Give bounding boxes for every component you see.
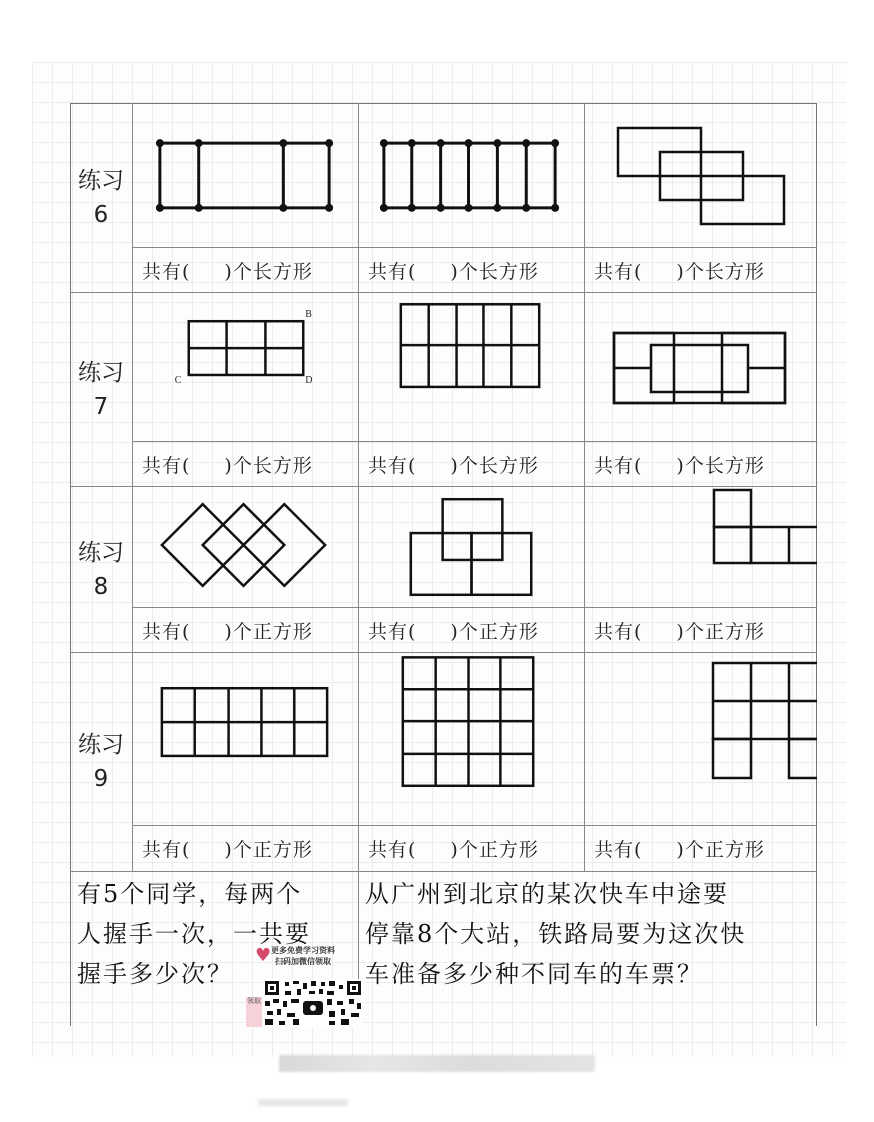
square-grid-figure [133, 653, 358, 823]
square-grid-figure [585, 487, 817, 609]
exercise-cell [585, 103, 817, 292]
promo-text: 更多免费学习资料 扫码加微信领取 [271, 946, 335, 966]
answer-caption: 共有( )个正方形 [585, 607, 817, 652]
answer-caption: 共有( )个正方形 [359, 825, 584, 871]
answer-caption: 共有( )个正方形 [585, 825, 817, 871]
rectangle-figure [359, 103, 584, 243]
overlapping-rectangles-figure [585, 103, 817, 243]
handshake-question: 有5个同学，每两个 人握手一次，一共要 握手多少次？ [72, 872, 359, 1026]
exercise-label: 练习 9 [70, 653, 133, 871]
point-label-b: B [305, 309, 312, 321]
exercise-cell [133, 103, 359, 292]
blurred-footer-text [258, 1099, 348, 1106]
composite-rectangle-figure [585, 293, 817, 443]
promo-qr-block[interactable] [243, 945, 365, 1027]
exercise-label: 练习 8 [70, 487, 133, 652]
rectangle-figure [133, 103, 358, 243]
answer-caption: 共有( )个长方形 [585, 247, 817, 292]
answer-caption: 共有( )个长方形 [133, 441, 358, 486]
blurred-footer-text [279, 1055, 595, 1072]
exercise-cell [585, 653, 817, 871]
exercise-label: 练习 7 [70, 293, 133, 486]
point-label-c: C [174, 374, 182, 386]
diamond-squares-figure [133, 487, 358, 609]
train-ticket-question: 从广州到北京的某次快车中途要 停靠8个大站，铁路局要为这次快 车准备多少种不同车的车票？ [365, 880, 747, 988]
exercise-cell [585, 293, 817, 486]
qr-code-icon[interactable] [263, 979, 363, 1027]
grid-rectangle-figure [133, 293, 358, 443]
exercise-cell [359, 487, 585, 652]
exercise-row-8 [70, 487, 817, 653]
exercise-cell [585, 487, 817, 652]
exercise-cell [133, 293, 359, 486]
answer-caption: 共有( )个正方形 [133, 607, 358, 652]
square-grid-figure [585, 653, 817, 823]
exercise-cell [133, 653, 359, 871]
answer-caption: 共有( )个长方形 [133, 247, 358, 292]
exercise-row-6 [70, 103, 817, 293]
exercise-label: 练习 6 [70, 103, 133, 292]
grid-rectangle-figure [359, 293, 584, 443]
point-label-d: D [305, 374, 313, 386]
answer-caption: 共有( )个正方形 [133, 825, 358, 871]
answer-caption: 共有( )个长方形 [585, 441, 817, 486]
exercise-row-9 [70, 653, 817, 872]
exercise-row-7 [70, 293, 817, 487]
answer-caption: 共有( )个长方形 [359, 247, 584, 292]
answer-caption: 共有( )个正方形 [359, 607, 584, 652]
exercise-cell [359, 103, 585, 292]
answer-caption: 共有( )个长方形 [359, 441, 584, 486]
promo-side-tag: 领取 [246, 997, 262, 1027]
overlapping-squares-figure [359, 487, 584, 609]
exercise-cell [359, 653, 585, 871]
exercise-cell [359, 293, 585, 486]
heart-hand-icon: ♥ [255, 945, 272, 966]
exercise-cell [133, 487, 359, 652]
square-grid-figure [359, 653, 584, 823]
